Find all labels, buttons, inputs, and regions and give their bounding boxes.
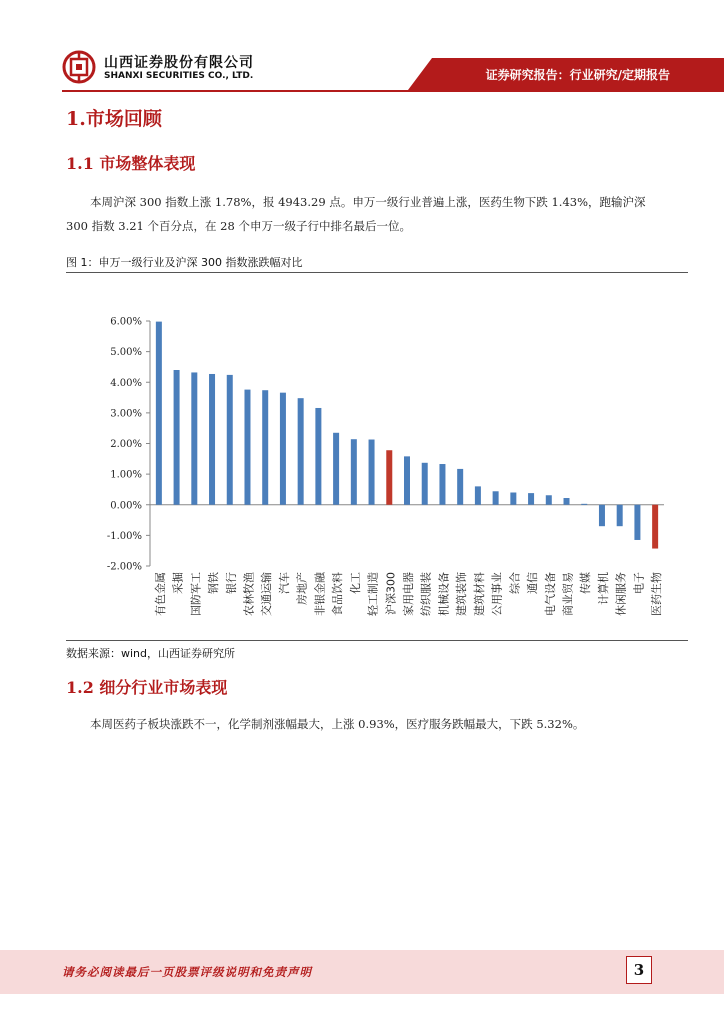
bar xyxy=(369,440,375,505)
x-category-label: 钢铁 xyxy=(207,572,221,594)
bar xyxy=(351,439,357,505)
x-category-label: 医药生物 xyxy=(650,572,664,616)
x-category-label: 公用事业 xyxy=(490,572,504,616)
subsection-title-1: 1.1 市场整体表现 xyxy=(66,154,196,173)
bar xyxy=(315,408,321,505)
data-source: 数据来源：wind，山西证券研究所 xyxy=(66,647,236,660)
bar xyxy=(581,504,587,505)
y-tick-label: 2.00% xyxy=(110,439,142,450)
x-category-label: 电气设备 xyxy=(543,572,557,616)
source-rule xyxy=(66,640,688,641)
x-category-label: 化工 xyxy=(348,572,362,594)
figure-caption: 图 1：申万一级行业及沪深 300 指数涨跌幅对比 xyxy=(66,256,303,269)
x-category-label: 银行 xyxy=(224,572,238,594)
page-header xyxy=(0,0,724,96)
x-category-label: 汽车 xyxy=(277,572,291,594)
subsection-title-2: 1.2 细分行业市场表现 xyxy=(66,678,228,697)
company-logo-icon xyxy=(62,50,96,84)
x-category-label: 采掘 xyxy=(171,572,185,594)
bar xyxy=(280,393,286,505)
x-category-label: 通信 xyxy=(526,572,540,594)
x-category-label: 国防军工 xyxy=(189,572,203,616)
x-category-label: 休闲服务 xyxy=(614,572,628,616)
x-category-label: 建筑材料 xyxy=(472,572,486,616)
bar xyxy=(333,433,339,505)
market-overview-paragraph: 本周沪深 300 指数上涨 1.78%，报 4943.29 点。申万一级行业普遍上涨，医药生物下跌 1.43%，跑输沪深 300 指数 3.21 个百分点，在 28 个申万一级子行中排名最后一位。 xyxy=(66,195,646,233)
y-tick-label: 0.00% xyxy=(110,500,142,512)
bar xyxy=(174,370,180,505)
bar xyxy=(298,398,304,505)
bar xyxy=(546,495,552,504)
bar xyxy=(191,372,197,504)
bar xyxy=(599,505,605,526)
x-category-label: 轻工制造 xyxy=(366,572,380,616)
bar xyxy=(528,493,534,505)
bar xyxy=(493,491,499,504)
x-category-label: 沪深300 xyxy=(384,572,398,615)
bar xyxy=(617,505,623,526)
x-category-label: 计算机 xyxy=(596,572,610,605)
disclaimer-note: 请务必阅读最后一页股票评级说明和免责声明 xyxy=(62,965,312,979)
caption-rule xyxy=(66,272,688,273)
y-tick-label: -2.00% xyxy=(106,561,142,573)
y-tick-label: 1.00% xyxy=(110,469,142,481)
bar xyxy=(209,374,215,505)
x-category-label: 交通运输 xyxy=(260,572,274,616)
x-category-label: 商业贸易 xyxy=(561,572,575,616)
x-category-label: 农林牧渔 xyxy=(242,572,256,616)
bar xyxy=(652,505,658,549)
y-tick-label: -1.00% xyxy=(106,530,142,542)
y-tick-label: 4.00% xyxy=(110,377,142,389)
x-category-label: 机械设备 xyxy=(437,572,451,616)
section-title: 1.市场回顾 xyxy=(66,108,162,130)
company-name-cn: 山西证券股份有限公司 xyxy=(104,55,254,71)
bar xyxy=(386,450,392,505)
bar xyxy=(404,456,410,504)
x-category-label: 电子 xyxy=(632,572,646,594)
y-tick-label: 5.00% xyxy=(110,347,142,359)
bar xyxy=(475,486,481,504)
industry-change-chart xyxy=(66,276,688,638)
bar xyxy=(262,390,268,505)
page-number: 3 xyxy=(626,956,652,984)
x-category-label: 综合 xyxy=(508,572,522,594)
x-category-label: 非银金融 xyxy=(313,572,327,616)
x-category-label: 房地产 xyxy=(295,572,309,605)
sub-industry-paragraph: 本周医药子板块涨跌不一，化学制剂涨幅最大，上涨 0.93%，医疗服务跌幅最大，下跌 5.32%。 xyxy=(90,717,585,731)
header-divider xyxy=(62,90,724,92)
x-category-label: 纺织服装 xyxy=(419,572,433,616)
bar xyxy=(227,375,233,505)
bar xyxy=(422,463,428,505)
bar xyxy=(634,505,640,540)
y-tick-label: 3.00% xyxy=(110,408,142,420)
y-tick-label: 6.00% xyxy=(110,316,142,328)
bar xyxy=(244,390,250,505)
x-category-label: 家用电器 xyxy=(402,572,415,616)
x-category-label: 传媒 xyxy=(579,572,593,594)
bar xyxy=(156,322,162,505)
bar xyxy=(457,469,463,505)
x-category-label: 食品饮料 xyxy=(331,572,345,616)
report-type-label: 证券研究报告：行业研究/定期报告 xyxy=(485,68,670,82)
bar xyxy=(510,493,516,505)
x-category-label: 建筑装饰 xyxy=(455,572,469,616)
x-category-label: 有色金属 xyxy=(153,572,167,616)
bar xyxy=(439,464,445,505)
company-name-en: SHANXI SECURITIES CO., LTD. xyxy=(104,71,254,81)
bar xyxy=(564,498,570,505)
